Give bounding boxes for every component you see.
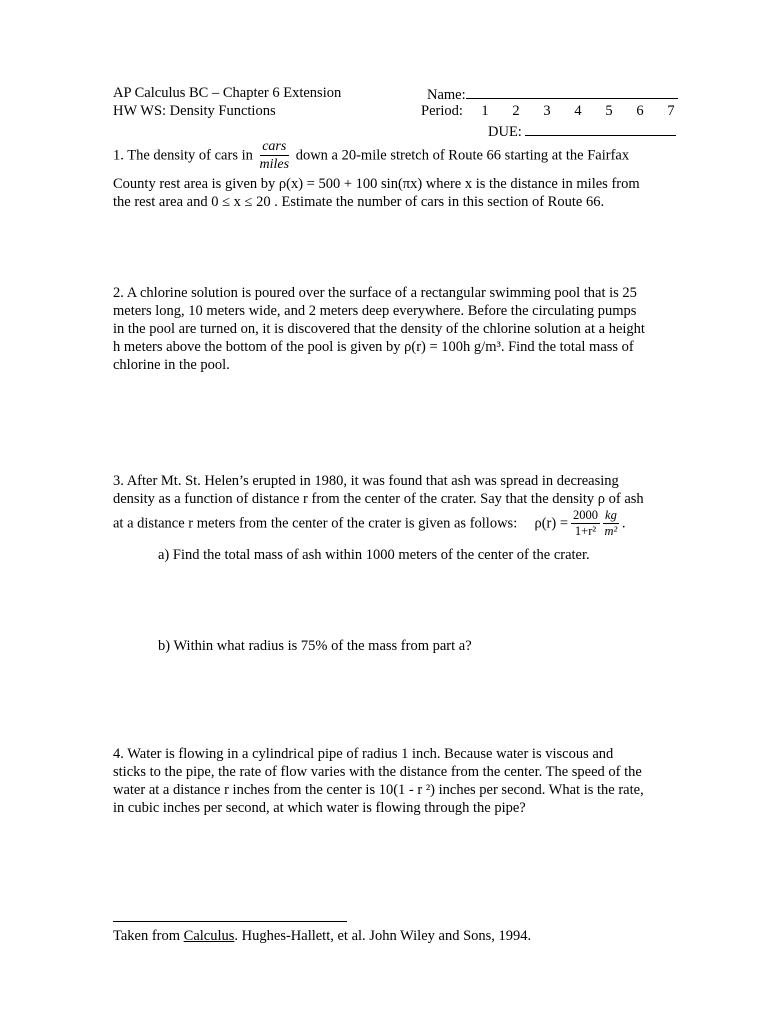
fraction-numerator: 2000	[573, 508, 599, 522]
density-unit-fraction	[603, 508, 619, 539]
citation-prefix: Taken from	[113, 928, 184, 944]
question-1-text: 1. The density of cars in	[113, 147, 257, 164]
question-3-formula-line: at a distance r meters from the center of the crater is given as follows: ρ(r) = $\frac{2000}{\text{1+r²}}$ $\frac{kg}{\text{m²}}$ .	[113, 508, 626, 538]
name-field[interactable]	[427, 84, 678, 104]
question-3-line: 3. After Mt. St. Helen’s erupted in 1980, it was found that ash was spread in decreasing	[113, 473, 619, 489]
citation-rest: . Hughes-Hallett, et al. John Wiley and Sons, 1994.	[234, 928, 532, 944]
question-3	[113, 472, 678, 508]
question-2-line: 2. A chlorine solution is poured over the surface of a rectangular swimming pool that is 25	[113, 285, 637, 301]
period-option[interactable]: 5	[605, 103, 613, 119]
question-1-line-2: County rest area is given by ρ(x) = 500 + 100 sin(πx) where x is the distance in miles from	[113, 176, 640, 192]
citation	[113, 927, 531, 945]
period-option[interactable]: 2	[512, 103, 520, 119]
question-3-part-b: b) Within what radius is 75% of the mass from part a?	[158, 638, 472, 654]
footnote-divider	[113, 921, 347, 922]
period-option[interactable]: 4	[574, 103, 582, 119]
period-option[interactable]: 3	[543, 103, 551, 119]
course-title: AP Calculus BC – Chapter 6 Extension	[113, 85, 342, 101]
worksheet-title: HW WS: Density Functions	[113, 103, 276, 119]
question-1-line-1	[113, 138, 629, 173]
question-2-line: in the pool are turned on, it is discovered that the density of the chlorine solution at a height	[113, 321, 645, 337]
citation-book-title: Calculus	[183, 928, 235, 944]
cars-per-mile-fraction	[260, 138, 290, 173]
fraction-denominator: m²	[604, 524, 618, 538]
period-selector	[421, 102, 687, 120]
question-3-line: at a distance r meters from the center of the crater is given as follows:	[113, 515, 518, 532]
question-2-line: meters long, 10 meters wide, and 2 meters deep everywhere. Before the circulating pumps	[113, 303, 637, 319]
due-label: DUE:	[488, 124, 522, 140]
question-4-line: sticks to the pipe, the rate of flow varies with the distance from the center. The speed of the	[113, 764, 642, 780]
name-blank[interactable]	[466, 84, 678, 99]
density-formula-fraction	[571, 508, 600, 539]
due-blank[interactable]	[525, 121, 676, 136]
question-4-line: water at a distance r inches from the center is 10(1 - r ²) inches per second. What is the rate,	[113, 782, 644, 798]
period-label: Period:	[421, 103, 463, 119]
density-formula-lhs: ρ(r) =	[534, 515, 569, 532]
fraction-denominator: 1+r²	[574, 524, 597, 538]
question-1-line-3: the rest area and 0 ≤ x ≤ 20 . Estimate the number of cars in this section of Route 66.	[113, 194, 605, 210]
period-options	[470, 103, 687, 119]
period-option[interactable]: 6	[636, 103, 644, 119]
name-label: Name:	[427, 87, 466, 103]
question-2-line: chlorine in the pool.	[113, 357, 230, 373]
question-2-line: h meters above the bottom of the pool is given by ρ(r) = 100h g/m³. Find the total mass of	[113, 339, 634, 355]
question-4	[113, 745, 678, 817]
fraction-numerator: cars	[260, 138, 290, 156]
question-3-part-a: a) Find the total mass of ash within 1000 meters of the center of the crater.	[158, 547, 590, 563]
question-2	[113, 284, 678, 374]
fraction-numerator: kg	[605, 508, 617, 522]
question-1-text: down a 20-mile stretch of Route 66 starting at the Fairfax	[292, 147, 630, 164]
question-1-body	[113, 175, 678, 211]
question-4-line: 4. Water is flowing in a cylindrical pipe of radius 1 inch. Because water is viscous and	[113, 746, 614, 762]
question-3-line: density as a function of distance r from the center of the crater. Say that the density ρ of ash	[113, 491, 644, 507]
period-option[interactable]: 1	[481, 103, 489, 119]
question-4-line: in cubic inches per second, at which water is flowing through the pipe?	[113, 800, 526, 816]
period-option[interactable]: 7	[667, 103, 675, 119]
fraction-denominator: miles	[259, 157, 290, 172]
